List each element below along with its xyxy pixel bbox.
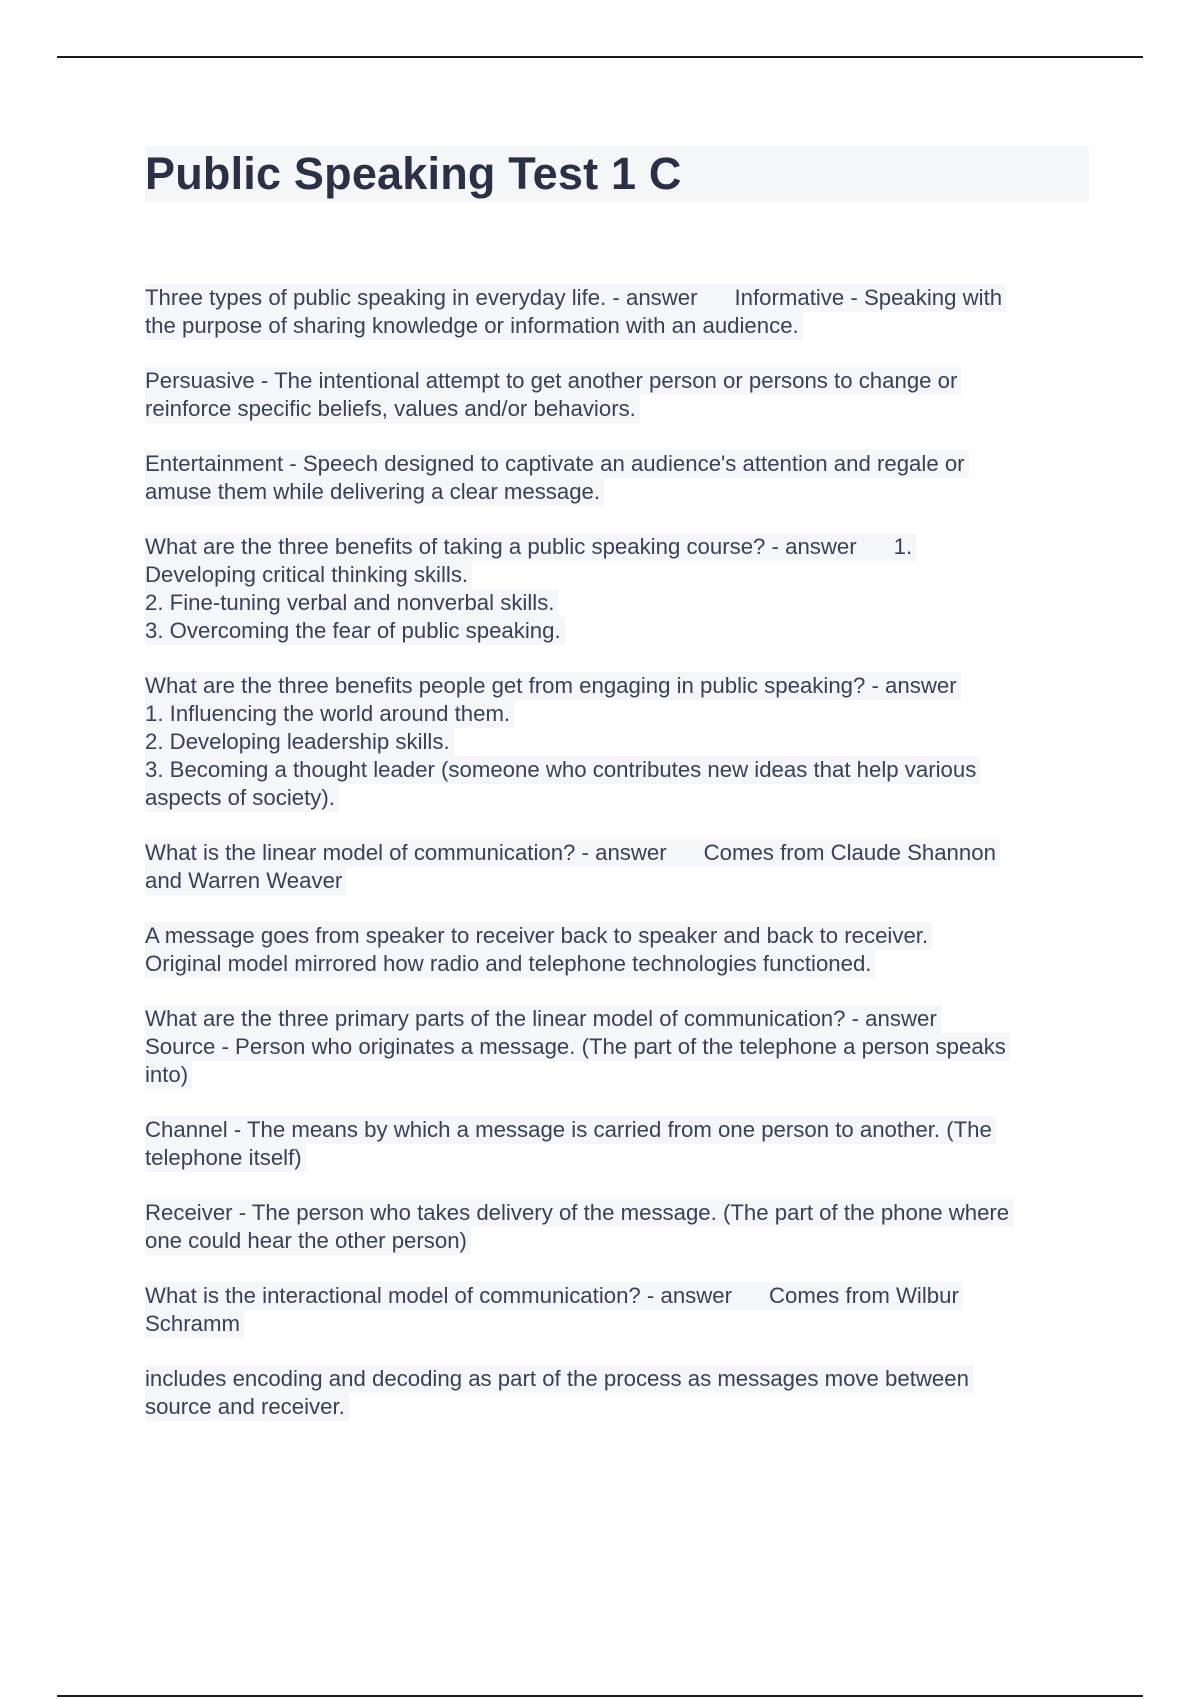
paragraph — [145, 922, 1089, 978]
page-content — [145, 146, 1089, 1448]
paragraph — [145, 533, 1089, 645]
text-line: 1. Influencing the world around them. — [145, 700, 514, 728]
text-line: source and receiver. — [145, 1393, 349, 1421]
text-line: What are the three benefits of taking a public speaking course? - answer 1. — [145, 533, 916, 561]
text-line: amuse them while delivering a clear message. — [145, 478, 604, 506]
paragraph — [145, 1365, 1089, 1421]
paragraph — [145, 672, 1089, 812]
text-line: Channel - The means by which a message is carried from one person to another. (The — [145, 1116, 996, 1144]
text-line: What are the three benefits people get from engaging in public speaking? - answer — [145, 672, 961, 700]
top-rule — [57, 56, 1143, 58]
text-line: 3. Overcoming the fear of public speaking. — [145, 617, 565, 645]
paragraph — [145, 1282, 1089, 1338]
text-line: Receiver - The person who takes delivery of the message. (The part of the phone where — [145, 1199, 1013, 1227]
text-line: one could hear the other person) — [145, 1227, 471, 1255]
text-line: Entertainment - Speech designed to captivate an audience's attention and regale or — [145, 450, 969, 478]
page-title: Public Speaking Test 1 C — [145, 148, 682, 199]
text-line: 2. Developing leadership skills. — [145, 728, 454, 756]
text-line: Persuasive - The intentional attempt to get another person or persons to change or — [145, 367, 961, 395]
text-line: includes encoding and decoding as part of the process as messages move between — [145, 1365, 973, 1393]
document-body — [145, 284, 1089, 1421]
text-line: reinforce specific beliefs, values and/or behaviors. — [145, 395, 640, 423]
text-line: What are the three primary parts of the linear model of communication? - answer — [145, 1005, 941, 1033]
text-line: telephone itself) — [145, 1144, 306, 1172]
text-line: Original model mirrored how radio and telephone technologies functioned. — [145, 950, 875, 978]
text-line: A message goes from speaker to receiver back to speaker and back to receiver. — [145, 922, 932, 950]
text-line: into) — [145, 1061, 192, 1089]
paragraph — [145, 367, 1089, 423]
text-line: aspects of society). — [145, 784, 339, 812]
paragraph — [145, 1005, 1089, 1089]
text-line: and Warren Weaver — [145, 867, 346, 895]
text-line: 2. Fine-tuning verbal and nonverbal skills. — [145, 589, 558, 617]
paragraph — [145, 839, 1089, 895]
paragraph — [145, 450, 1089, 506]
paragraph — [145, 1116, 1089, 1172]
text-line: What is the linear model of communication? - answer Comes from Claude Shannon — [145, 839, 1000, 867]
paragraph — [145, 284, 1089, 340]
text-line: Schramm — [145, 1310, 244, 1338]
text-line: the purpose of sharing knowledge or information with an audience. — [145, 312, 803, 340]
text-line: Three types of public speaking in everyday life. - answer Informative - Speaking with — [145, 284, 1006, 312]
paragraph — [145, 1199, 1089, 1255]
text-line: Source - Person who originates a message. (The part of the telephone a person speaks — [145, 1033, 1010, 1061]
title-band — [145, 146, 1089, 202]
text-line: 3. Becoming a thought leader (someone who contributes new ideas that help various — [145, 756, 980, 784]
text-line: Developing critical thinking skills. — [145, 561, 472, 589]
text-line: What is the interactional model of communication? - answer Comes from Wilbur — [145, 1282, 963, 1310]
bottom-rule — [57, 1695, 1143, 1697]
